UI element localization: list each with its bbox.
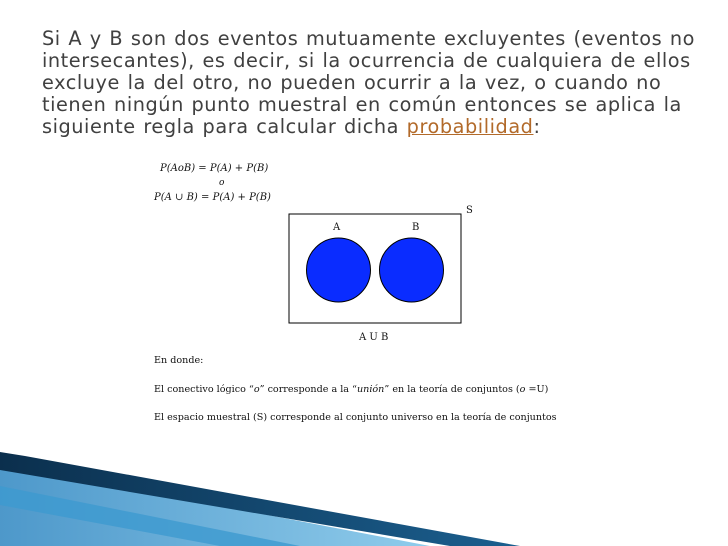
note1-c: ” en la teoría de conjuntos (: [384, 384, 520, 395]
note1-d: =U): [525, 384, 549, 395]
formula-union-rhs: P(A) + P(B): [212, 192, 271, 203]
set-a-label: A: [333, 222, 341, 233]
formula-aob-lhs: P(AoB) =: [160, 163, 207, 174]
note1-o: o: [253, 384, 260, 395]
sample-space-label: S: [466, 205, 473, 216]
notes-heading: En donde:: [154, 355, 204, 366]
note1-union: unión: [356, 384, 385, 395]
set-b-label: B: [412, 222, 420, 233]
union-label: A U B: [359, 332, 389, 343]
probabilidad-link[interactable]: probabilidad: [406, 115, 534, 138]
title-end: :: [533, 115, 541, 138]
formula-aob-rhs: P(A) + P(B): [209, 163, 269, 174]
formula-union-lhs: P(A ∪ B) =: [154, 192, 210, 203]
formula-or: o: [219, 178, 225, 188]
note1-a: El conectivo lógico “: [154, 384, 254, 395]
note1-b: ” corresponde a la “: [259, 384, 357, 395]
note1-o2: o: [519, 384, 526, 395]
notes-line-2: El espacio muestral (S) corresponde al conjunto universo en la teoría de conjuntos: [154, 412, 557, 423]
title-text: Si A y B son dos eventos mutuamente excluyentes (eventos no intersecantes), es decir, si la ocurrencia de cualquiera de ellos excluye la del otro, no pueden ocurrir a la vez, o cuando no tienen ningún punto muestral en común entonces se aplica la siguiente regla para calcular dicha: [42, 27, 695, 138]
